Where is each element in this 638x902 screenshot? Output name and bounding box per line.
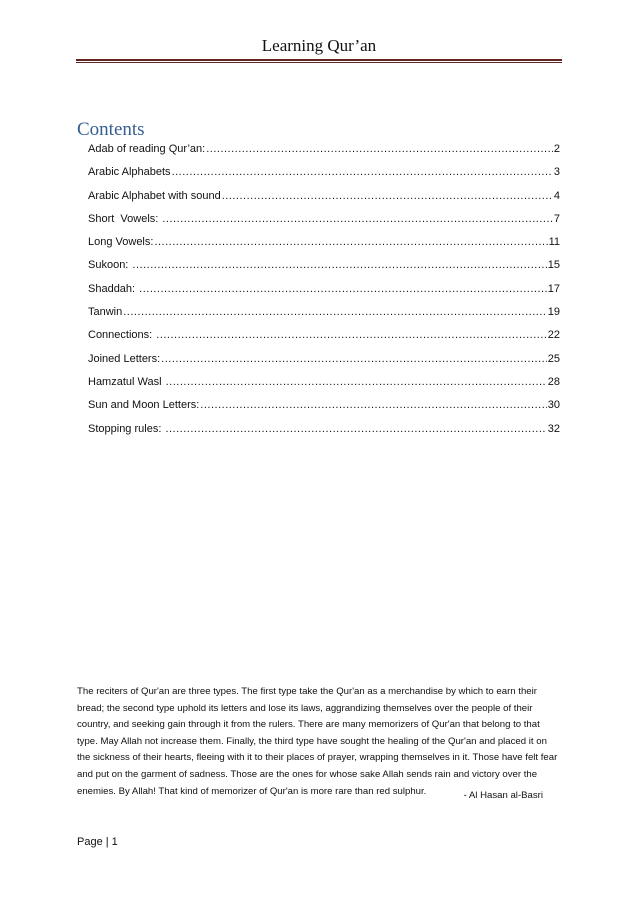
toc-dot-leader: [156, 327, 546, 343]
toc-entry-label: Tanwin: [88, 306, 123, 319]
toc-dot-leader: [165, 421, 546, 437]
toc-dot-leader: [162, 211, 553, 227]
toc-entry[interactable]: [88, 397, 560, 420]
toc-entry-page: 15: [547, 259, 560, 272]
toc-dot-leader: [154, 234, 547, 250]
toc-dot-leader: [172, 164, 553, 180]
toc-entry-page: 11: [548, 236, 560, 249]
toc-entry-page: 17: [547, 282, 560, 295]
header-rule-thin: [76, 62, 562, 63]
toc-dot-leader: [166, 374, 547, 390]
toc-entry[interactable]: [88, 164, 560, 187]
toc-entry-label: Connections:: [88, 329, 156, 342]
toc-entry-label: Stopping rules:: [88, 422, 165, 435]
toc-entry[interactable]: [88, 211, 560, 234]
toc-entry-label: Hamzatul Wasl: [88, 375, 165, 388]
toc-entry-label: Arabic Alphabets: [88, 166, 171, 179]
toc-dot-leader: [200, 397, 546, 413]
toc-dot-leader: [132, 257, 546, 273]
toc-entry-page: 3: [553, 166, 560, 179]
page-header-title: Learning Qur’an: [261, 36, 377, 55]
toc-entry-label: Long Vowels:: [88, 236, 154, 249]
toc-entry[interactable]: [88, 257, 560, 280]
toc-dot-leader: [206, 141, 553, 157]
toc-dot-leader: [161, 351, 547, 367]
toc-dot-leader: [222, 188, 553, 204]
toc-entry[interactable]: [88, 327, 560, 350]
toc-entry-page: 32: [547, 422, 560, 435]
toc-entry[interactable]: [88, 281, 560, 304]
toc-entry-label: Sukoon:: [88, 259, 132, 272]
toc-entry-page: 30: [547, 399, 560, 412]
toc-entry-page: 22: [547, 329, 560, 342]
quote-text: The reciters of Qur'an are three types. The first type take the Qur'an as a merchandise by which to earn their bread; the second type uphold its letters and lose its laws, aggrandizing themselves over the people of their country, and seeking gain through it from the rulers. There are many memorizers of Qur'an that belong to that type. May Allah not increase them. Finally, the third type have sought the healing of the Qur'an and placed it on the sickness of their hearts, fleeing with it to their places of prayer, wrapping themselves in it. Those have felt fear and put on the garment of sadness. Those are the ones for whose sake Allah sends rain and victory over the enemies. By Allah! That kind of memorizer of Qur'an is more rare than red sulphur.: [77, 686, 558, 797]
toc-entry[interactable]: [88, 304, 560, 327]
toc-heading: Contents: [77, 119, 145, 140]
toc-entry-page: 25: [547, 352, 560, 365]
table-of-contents: [88, 141, 560, 444]
toc-entry-label: Arabic Alphabet with sound: [88, 189, 221, 202]
toc-entry[interactable]: [88, 374, 560, 397]
toc-entry-label: Sun and Moon Letters:: [88, 399, 200, 412]
toc-entry-page: 4: [553, 189, 560, 202]
toc-entry-label: Shaddah:: [88, 282, 139, 295]
header-rule: [76, 59, 562, 61]
toc-entry-page: 28: [547, 375, 560, 388]
toc-dot-leader: [123, 304, 547, 320]
toc-entry-label: Short Vowels:: [88, 212, 162, 225]
toc-entry[interactable]: [88, 421, 560, 444]
toc-entry-page: 2: [553, 143, 560, 155]
toc-entry-label: Adab of reading Qur’an:: [88, 143, 206, 155]
page-number-footer: Page | 1: [77, 836, 118, 848]
toc-entry-label: Joined Letters:: [88, 352, 161, 365]
toc-entry[interactable]: [88, 351, 560, 374]
toc-entry[interactable]: [88, 141, 560, 164]
toc-entry-page: 7: [553, 212, 560, 225]
toc-entry-page: 19: [547, 306, 560, 319]
quote-attribution: - Al Hasan al-Basri: [463, 790, 543, 801]
toc-entry[interactable]: [88, 188, 560, 211]
toc-dot-leader: [139, 281, 547, 297]
toc-entry[interactable]: [88, 234, 560, 257]
